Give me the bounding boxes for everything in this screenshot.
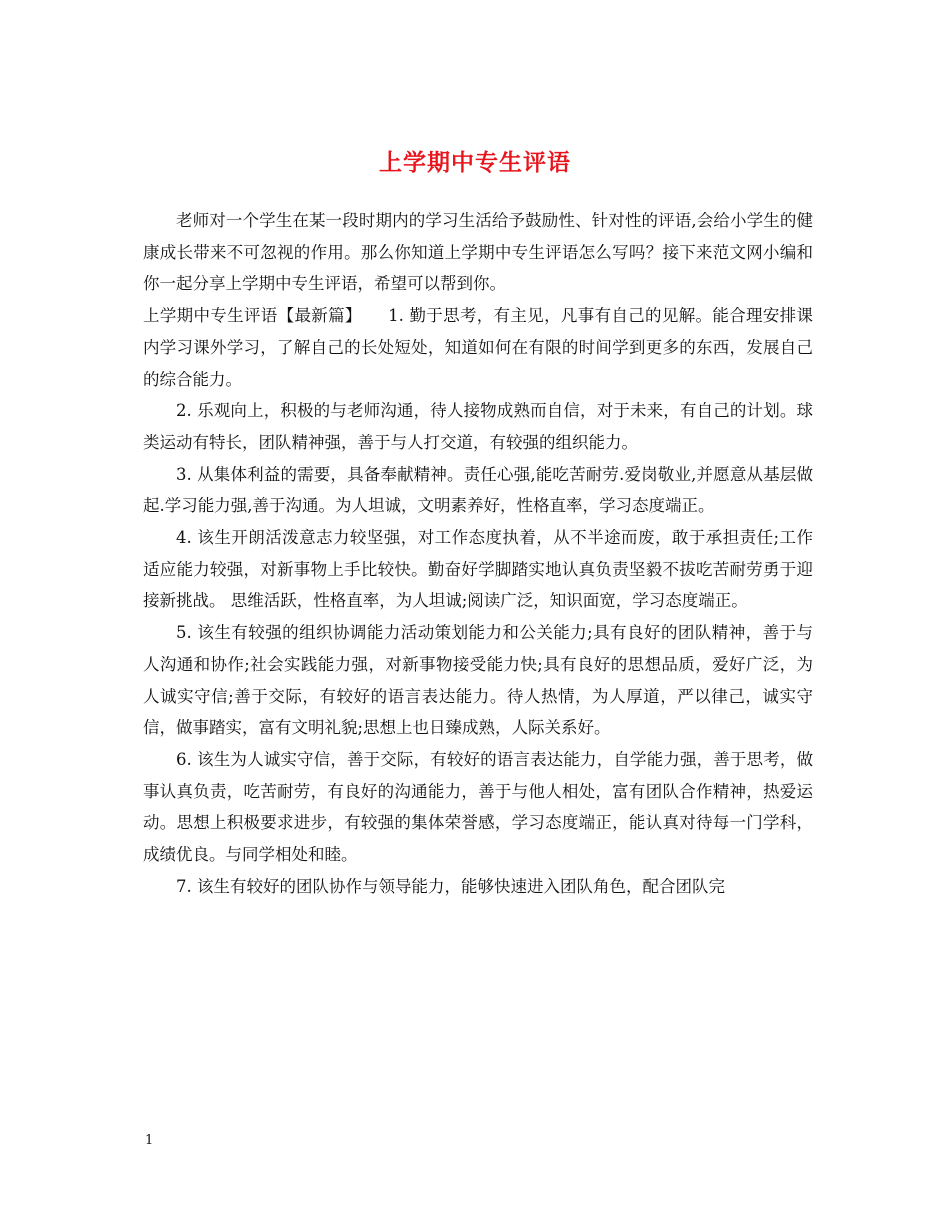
comment-item-4: 4. 该生开朗活泼意志力较坚强，对工作态度执着，从不半途而废，敢于承担责任;工作适应能力较强，对新事物上手比较快。勤奋好学脚踏实地认真负责坚毅不拔吃苦耐劳勇于迎接新挑战。 思维活跃，性格直率，为人坦诚;阅读广泛，知识面宽，学习态度端正。 [143, 528, 813, 611]
comment-item-7: 7. 该生有较好的团队协作与领导能力，能够快速进入团队角色，配合团队完 [176, 876, 725, 896]
comment-item-5: 5. 该生有较强的组织协调能力活动策划能力和公关能力;具有良好的团队精神，善于与人沟通和协作;社会实践能力强，对新事物接受能力快;具有良好的思想品质，爱好广泛，为人诚实守信;善于交际，有较好的语言表达能力。待人热情，为人厚道，严以律己，诚实守信，做事踏实，富有文明礼貌;思想上也日臻成熟，人际关系好。 [143, 623, 813, 738]
comment-item-6: 6. 该生为人诚实守信，善于交际，有较好的语言表达能力，自学能力强，善于思考，做事认真负责，吃苦耐劳，有良好的沟通能力，善于与他人相处，富有团队合作精神，热爱运动。思想上积极要求进步，有较强的集体荣誉感，学习态度端正，能认真对待每一门学科，成绩优良。与同学相处和睦。 [143, 749, 813, 865]
intro-paragraph: 老师对一个学生在某一段时期内的学习生活给予鼓励性、针对性的评语,会给小学生的健康成长带来不可忽视的作用。那么你知道上学期中专生评语怎么写吗？接下来范文网小编和你一起分享上学期中专生评语，希望可以帮到你。 [143, 211, 813, 294]
page-number: 1 [145, 1133, 154, 1148]
section-label: 上学期中专生评语【最新篇】 [143, 306, 362, 326]
page-title: 上学期中专生评语 [379, 149, 571, 177]
comment-item-1: 1. 勤于思考，有主见，凡事有自己的见解。能合理安排课内学习课外学习，了解自己的长处短处，知道如何在有限的时间学到更多的东西，发展自己的综合能力。 [143, 306, 813, 389]
comment-item-3: 3. 从集体利益的需要，具备奉献精神。责任心强,能吃苦耐劳.爱岗敬业,并愿意从基层做起.学习能力强,善于沟通。为人坦诚，文明素养好，性格直率，学习态度端正。 [143, 464, 813, 516]
comment-item-2: 2. 乐观向上，积极的与老师沟通，待人接物成熟而自信，对于未来，有自己的计划。球类运动有特长，团队精神强，善于与人打交道，有较强的组织能力。 [143, 401, 813, 452]
section-first-paragraph [143, 300, 813, 395]
document-body [143, 205, 813, 902]
